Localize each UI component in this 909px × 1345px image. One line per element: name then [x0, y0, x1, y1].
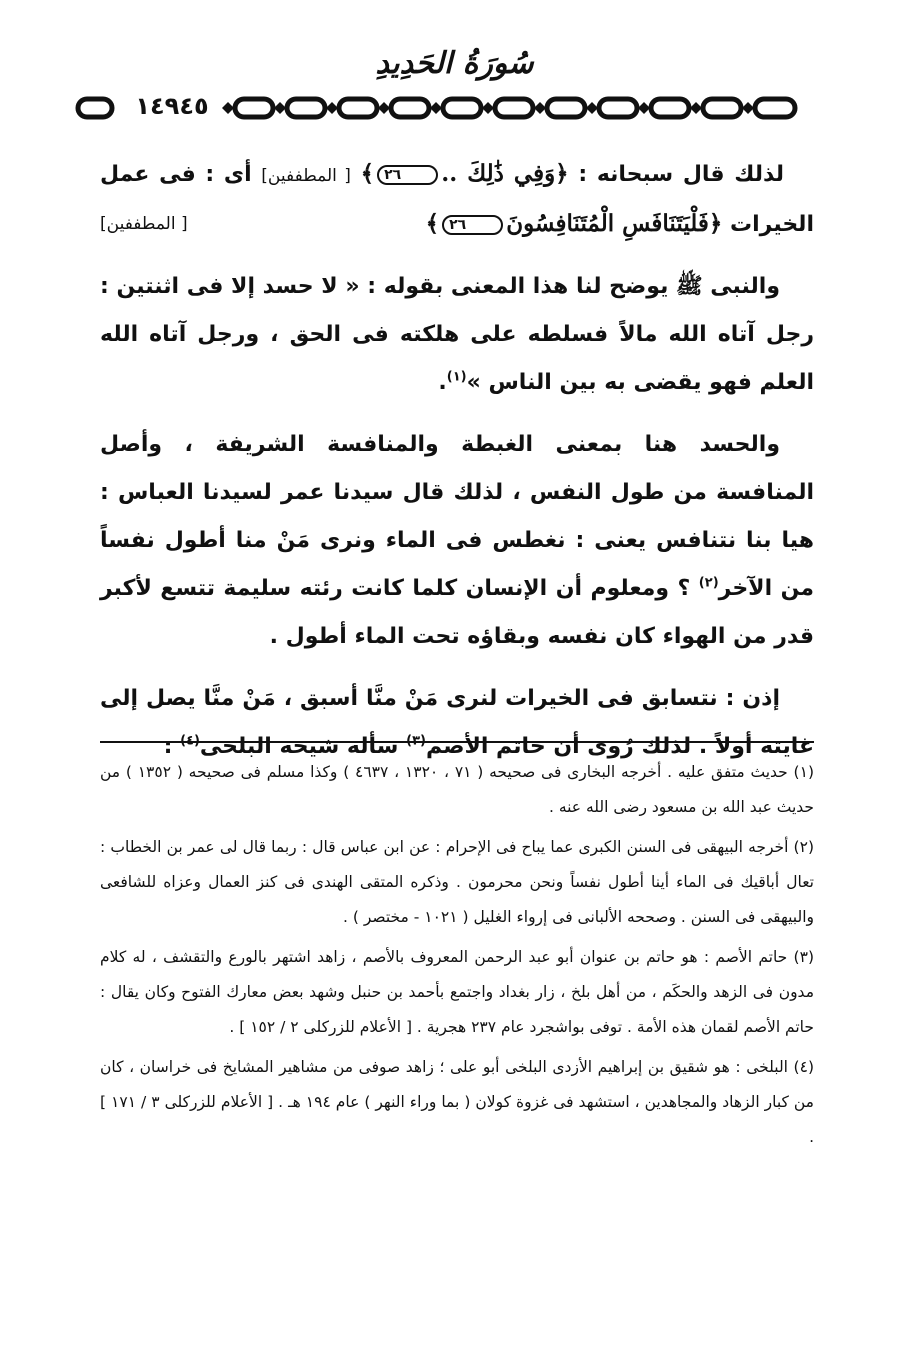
ornament-link	[495, 99, 533, 117]
verse-2-close: ﴾	[425, 210, 440, 237]
ornament-diamond	[690, 102, 702, 114]
verse-2: ﴿فَلْيَتَنَافَسِ الْمُتَنَافِسُونَ	[506, 210, 723, 237]
paragraph-2	[100, 263, 814, 407]
footnote-2: (٢) أخرجه البيهقى فى السنن الكبرى عما يباح فى الإحرام : عن ابن عباس قال : ربما قال لى عمر بن الخطاب : تعال أباقيك فى الماء أينا أطول نفساً ونحن محرمون . وذكره المتقى الهندى فى كنز العمال وعزاه للشافعى والبيهقى فى السنن . وصححه الألبانى فى إرواء الغليل ( ١٠٢١ - مختصر ) .	[100, 838, 814, 926]
ornament-diamond	[742, 102, 754, 114]
p1-lead: لذلك قال سبحانه :	[578, 162, 784, 187]
ornament-link	[235, 99, 273, 117]
ornament-link	[287, 99, 325, 117]
footnote-4: (٤) البلخى : هو شقيق بن إبراهيم الأزدى البلخى أبو على ؛ زاهد صوفى من مشاهير المشايخ فى خراسان ، كان من كبار الزهاد والمجاهدين ، استشهد فى غزوة كولان ( بما وراء النهر ) عام ١٩٤ هـ . [ الأعلام للزركلى ٣ / ١٧١ ] .	[100, 1058, 814, 1146]
ornament-diamond	[222, 102, 234, 114]
page-number: ١٤٩٤٥	[122, 91, 222, 121]
surah-reference-2: [ المطففين]	[100, 214, 188, 234]
ornament-link	[651, 99, 689, 117]
footnote-1: (١) حديث متفق عليه . أخرجه البخارى فى صحيحه ( ٧١ ، ١٣٢٠ ، ٤٦٣٧ ) وكذا مسلم فى صحيحه ( ١٣٥٢ ) من حديث عبد الله بن مسعود رضى الله عنه .	[100, 763, 814, 816]
p4-mid: سأله شيخه البلخى	[199, 734, 399, 759]
paragraph-3	[100, 421, 814, 661]
p4-end: :	[163, 734, 173, 759]
ayah-number-2: ٢٦	[442, 215, 503, 235]
p3-rest: ؟ ومعلوم أن الإنسان كلما كانت رئته سليمة تتسع لأكبر قدر من الهواء كان نفسه وبقاؤه تحت الماء أطول .	[100, 576, 814, 649]
footnote-ref-2: (٢)	[698, 575, 719, 591]
verse-1: ﴿وَفِي ذَٰلِكَ ..	[441, 160, 569, 187]
surah-reference-1: [ المطففين]	[261, 166, 351, 186]
ornament-link	[339, 99, 377, 117]
p2-text: والنبى ﷺ يوضح لنا هذا المعنى بقوله : « لا حسد إلا فى اثنتين : رجل آتاه الله مالاً فسلطه على هلكته فى الحق ، ورجل آتاه الله العلم فهو يقضى به بين الناس »	[100, 274, 814, 395]
ornament-link	[547, 99, 585, 117]
ornament-diamond	[586, 102, 598, 114]
ornament-diamond	[534, 102, 546, 114]
ayah-number-1: ٢٦	[377, 165, 438, 185]
ornament-link	[391, 99, 429, 117]
ornament-link	[78, 99, 112, 117]
ornament-diamond	[482, 102, 494, 114]
p4-text: إذن : نتسابق فى الخيرات لنرى مَنْ منَّا أسبق ، مَنْ منَّا يصل إلى غايته أولاً . لذلك رُوى أن حاتم الأصم	[100, 686, 814, 759]
paragraph-1	[100, 150, 814, 249]
footnotes	[100, 755, 814, 1160]
main-text	[100, 150, 814, 785]
ornament-diamond	[430, 102, 442, 114]
footnote-ref-4: (٤)	[180, 733, 200, 749]
footnote-ref-3: (٣)	[406, 733, 426, 749]
ornament-link	[755, 99, 795, 117]
ornament-diamond	[638, 102, 650, 114]
ornament-diamond	[274, 102, 286, 114]
ornament-link	[599, 99, 637, 117]
p3-text: والحسد هنا بمعنى الغبطة والمنافسة الشريفة ، وأصل المنافسة من طول النفس ، لذلك قال سيدنا عمر لسيدنا العباس : هيا بنا نتنافس يعنى : نغطس فى الماء ونرى مَنْ منا أطول نفساً من الآخر	[100, 432, 814, 601]
verse-1-close: ﴾	[360, 160, 375, 187]
ornament-link	[703, 99, 741, 117]
footnote-ref-1: (١)	[446, 369, 467, 385]
ornament-link	[443, 99, 481, 117]
ornament-diamond	[326, 102, 338, 114]
surah-title: سُورَةُ الحَدِيدِ	[375, 46, 534, 81]
footnote-divider	[100, 741, 814, 743]
footnote-3: (٣) حاتم الأصم : هو حاتم بن عنوان أبو عبد الرحمن المعروف بالأصم ، زاهد اشتهر بالورع والتقشف ، له كلام مدون فى الزهد والحكَم ، من أهل بلخ ، زار بغداد واجتمع بأحمد بن حنبل وشهد بعض معارك الفتوح وكان يقال : حاتم الأصم لقمان هذه الأمة . توفى بواشجرد عام ٢٣٧ هجرية . [ الأعلام للزركلى ٢ / ١٥٢ ] .	[100, 948, 814, 1036]
p2-end: .	[438, 370, 447, 395]
p1-mid: أى : فى عمل الخيرات	[100, 162, 814, 237]
ornament-diamond	[378, 102, 390, 114]
